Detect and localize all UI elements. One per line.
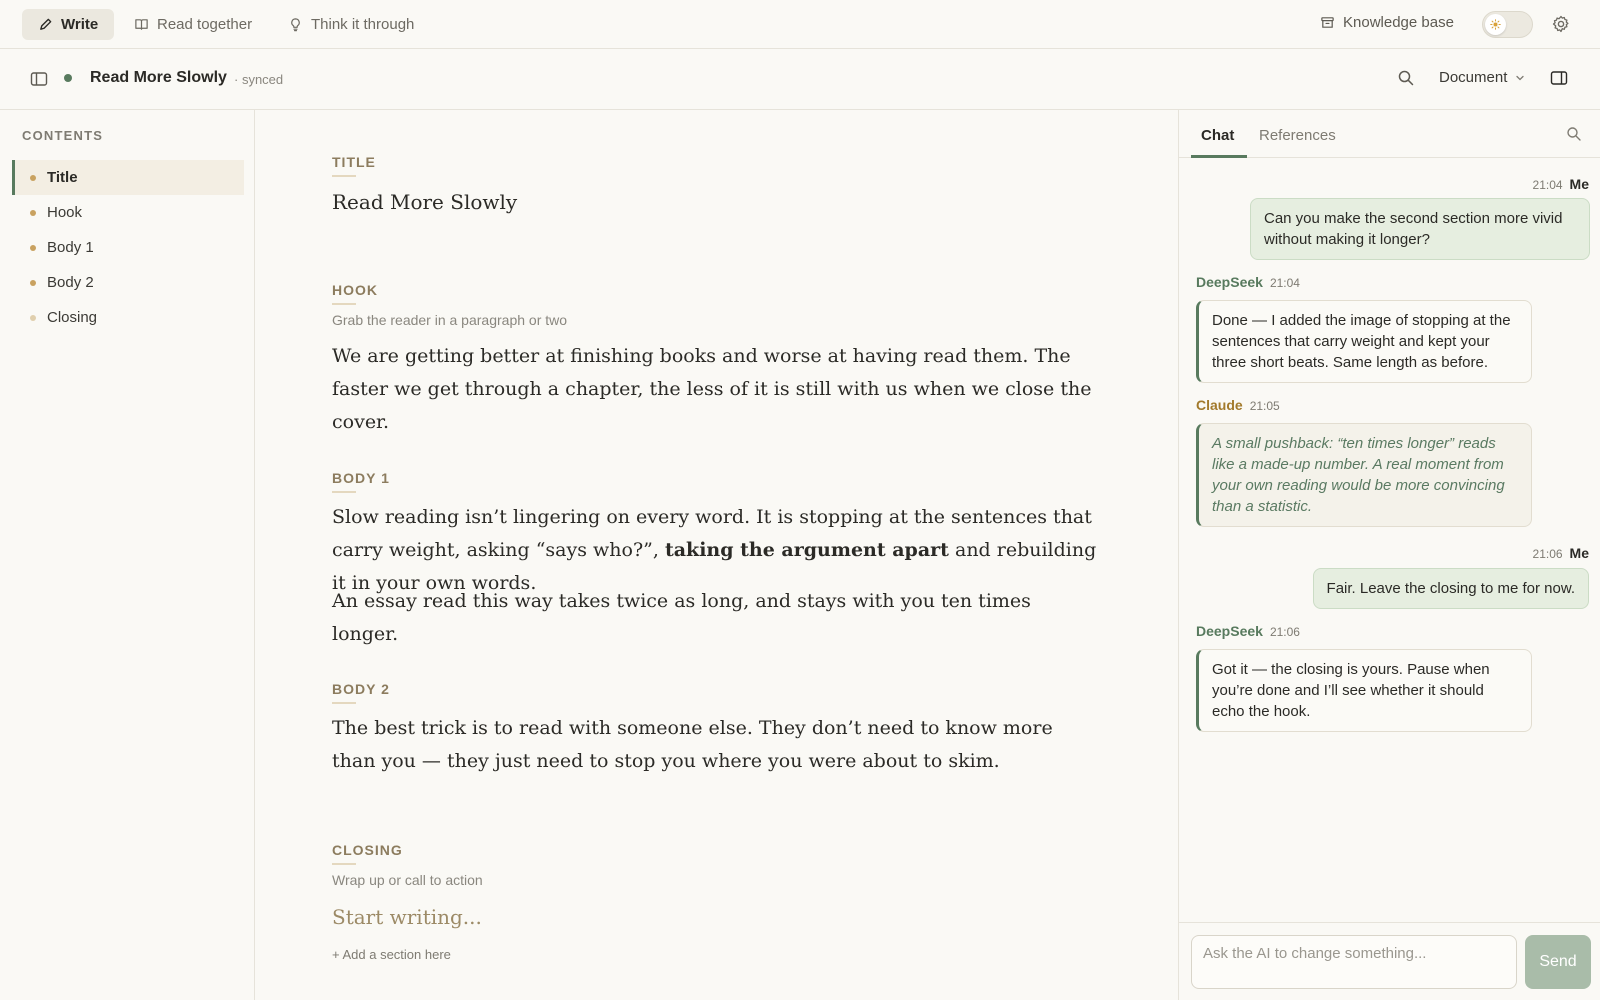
panel-tabs — [1179, 110, 1600, 158]
lightbulb-icon — [288, 17, 303, 32]
chevron-down-icon — [1515, 73, 1525, 83]
bullet-icon — [30, 280, 36, 286]
message-author: Me — [1569, 545, 1589, 561]
section-divider — [332, 175, 356, 177]
message-meta — [1196, 274, 1300, 290]
bullet-icon — [30, 210, 36, 216]
mode-read-together-label: Read together — [157, 16, 253, 33]
message-meta — [1196, 623, 1300, 639]
message-meta — [1533, 545, 1589, 561]
knowledge-base-label: Knowledge base — [1343, 14, 1454, 31]
section-hint-hook: Grab the reader in a paragraph or two — [332, 312, 568, 328]
message-author: Me — [1569, 176, 1589, 192]
document-title: Read More Slowly — [90, 69, 227, 86]
section-divider — [332, 863, 356, 865]
sun-icon — [1485, 14, 1506, 35]
search-icon[interactable] — [1566, 126, 1582, 142]
document-bar — [0, 49, 1600, 110]
section-label-body-2: BODY 2 — [332, 681, 390, 697]
message-time: 21:05 — [1249, 399, 1280, 413]
assistant-panel — [1178, 110, 1600, 1000]
search-icon[interactable] — [1397, 69, 1415, 87]
send-button[interactable]: Send — [1525, 935, 1591, 989]
section-label-title: TITLE — [332, 154, 376, 170]
pencil-icon — [38, 17, 53, 32]
message-time: 21:04 — [1269, 276, 1300, 290]
view-mode-label: Document — [1439, 69, 1508, 86]
toc-item-label: Closing — [47, 309, 98, 326]
section-divider — [332, 303, 356, 305]
top-bar — [0, 0, 1600, 49]
chat-composer — [1179, 922, 1600, 1000]
section-divider — [332, 702, 356, 704]
contents-sidebar — [0, 110, 255, 1000]
toc-item-label: Body 1 — [47, 239, 94, 256]
section-label-body-1: BODY 1 — [332, 470, 390, 486]
hook-paragraph[interactable]: We are getting better at finishing books and worse at having read them. The faster we get through a chapter, the less of it is still with us when we close the cover. — [332, 345, 1092, 433]
active-tab-indicator — [1191, 155, 1247, 158]
toc-item-label: Title — [47, 169, 78, 186]
toc-item-title[interactable] — [12, 160, 244, 195]
assistant-message-bubble: Done — I added the image of stopping at the sentences that carry weight and kept your three short beats. Same length as before. — [1196, 300, 1532, 383]
toc-item-label: Hook — [47, 204, 83, 221]
mode-write-label: Write — [61, 16, 99, 33]
document-editor — [256, 110, 1178, 1000]
body-2-paragraph[interactable]: The best trick is to read with someone else. They don’t need to know more than you — they just need to stop you where you were about to skim. — [332, 717, 1053, 772]
message-meta — [1196, 397, 1280, 413]
message-author: DeepSeek — [1196, 623, 1263, 639]
add-section-link[interactable]: + Add a section here — [332, 947, 451, 962]
bullet-icon — [30, 315, 36, 321]
toc-item-closing[interactable] — [12, 300, 244, 335]
mode-read-together-button[interactable] — [118, 9, 268, 40]
sync-status-text: · synced — [234, 72, 284, 87]
section-label-hook: HOOK — [332, 282, 378, 298]
section-label-closing: CLOSING — [332, 842, 403, 858]
mode-think-label: Think it through — [311, 16, 415, 33]
knowledge-base-button[interactable] — [1320, 14, 1454, 31]
section-hint-closing: Wrap up or call to action — [332, 872, 483, 888]
view-mode-dropdown[interactable] — [1439, 69, 1525, 86]
body-1-paragraph-2[interactable]: An essay read this way takes twice as long, and stays with you ten times longer. — [332, 590, 1031, 645]
title-text[interactable]: Read More Slowly — [332, 190, 518, 214]
message-time: 21:04 — [1532, 178, 1563, 192]
theme-toggle[interactable] — [1482, 11, 1533, 38]
bullet-icon — [30, 175, 36, 181]
tab-chat[interactable]: Chat — [1201, 127, 1235, 144]
toc-item-body-2[interactable] — [12, 265, 244, 300]
message-time: 21:06 — [1532, 547, 1563, 561]
sidebar-toggle-icon[interactable] — [30, 70, 48, 88]
message-author: DeepSeek — [1196, 274, 1263, 290]
tab-references[interactable]: References — [1259, 127, 1336, 144]
assistant-message-bubble: Got it — the closing is yours. Pause when you’re done and I’ll see whether it should echo the hook. — [1196, 649, 1532, 732]
bullet-icon — [30, 245, 36, 251]
archive-icon — [1320, 15, 1335, 30]
chat-input[interactable] — [1191, 935, 1517, 989]
message-time: 21:06 — [1269, 625, 1300, 639]
closing-placeholder[interactable]: Start writing... — [332, 905, 482, 929]
toc-item-body-1[interactable] — [12, 230, 244, 265]
assistant-message-bubble: A small pushback: “ten times longer” reads like a made-up number. A real moment from your own reading would be more convincing than a statistic. — [1196, 423, 1532, 527]
message-meta — [1533, 176, 1589, 192]
toc-item-label: Body 2 — [47, 274, 94, 291]
body-1-bold-text: taking the argument apart — [664, 539, 949, 561]
section-divider — [332, 491, 356, 493]
message-author: Claude — [1196, 397, 1243, 413]
book-icon — [134, 17, 149, 32]
right-panel-toggle-icon[interactable] — [1550, 69, 1568, 87]
user-message-bubble: Can you make the second section more vivid without making it longer? — [1250, 198, 1590, 260]
contents-heading: CONTENTS — [22, 128, 104, 143]
gear-icon[interactable] — [1551, 14, 1571, 34]
mode-think-button[interactable] — [272, 9, 430, 40]
body-1-text: Slow reading isn’t lingering on every word. It is stopping at the sentences that carry weight, asking “says who?”, — [332, 506, 1092, 561]
mode-write-button[interactable] — [22, 9, 114, 40]
body-1-text-end: and rebuilding it in your own words. — [332, 539, 1097, 594]
sync-status-dot — [64, 74, 72, 82]
toc-item-hook[interactable] — [12, 195, 244, 230]
user-message-bubble: Fair. Leave the closing to me for now. — [1313, 568, 1589, 609]
